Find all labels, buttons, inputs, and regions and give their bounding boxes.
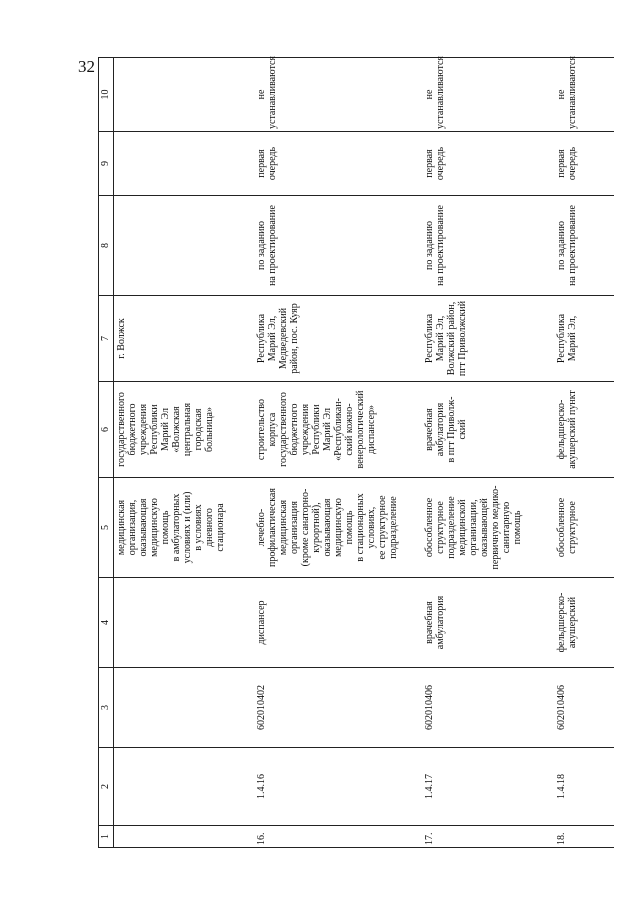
- cell-text-line: устанавливаются: [434, 56, 446, 129]
- cell-text-line: медицинской: [456, 499, 468, 556]
- table-cell: [422, 826, 554, 848]
- cell-text-line: больница»: [204, 407, 215, 452]
- cell-text-line: «Волжская: [171, 406, 182, 453]
- header-cell: 7: [99, 296, 114, 382]
- cell-text-line: обособленное: [555, 497, 567, 558]
- cell-text-line: дневного: [204, 508, 215, 547]
- cell-text-line: оказывающей: [478, 498, 490, 557]
- cell-text-line: учреждения: [138, 403, 149, 456]
- table-cell: [554, 578, 614, 668]
- table-cell: [254, 196, 422, 296]
- cell-text-line: Марий Эл: [321, 408, 333, 451]
- cell-text-line: корпуса: [266, 412, 278, 447]
- cell-text-line: курортной),: [310, 502, 322, 553]
- table-cell: [422, 668, 554, 748]
- page-number: 32: [78, 57, 95, 76]
- cell-text-line: лечебно-: [255, 508, 267, 547]
- table-cell: [554, 58, 614, 132]
- cell-text-line: Республики: [149, 404, 160, 455]
- table-row: [114, 58, 254, 848]
- header-cell: 6: [99, 382, 114, 478]
- cell-text-line: диспансер»: [365, 404, 377, 455]
- table-row: [554, 58, 614, 848]
- cell-text-line: Республика: [555, 313, 567, 364]
- cell-text-line: на проектирование: [434, 205, 446, 286]
- cell-text-line: (кроме санаторно-: [299, 488, 311, 567]
- cell-text-line: Республика: [423, 313, 435, 364]
- cell-text-line: амбулатория: [434, 595, 446, 650]
- cell-text-line: очередь: [566, 146, 578, 181]
- header-cell: 4: [99, 578, 114, 668]
- cell-text-line: г. Волжск: [116, 318, 127, 359]
- cell-text-line: 1.4.17: [423, 774, 435, 799]
- table-cell: [254, 382, 422, 478]
- rotated-table-container: [98, 58, 598, 848]
- cell-text-line: не: [423, 89, 435, 100]
- table-cell: [422, 478, 554, 578]
- table-cell: [554, 382, 614, 478]
- cell-text-line: 602010406: [423, 685, 435, 730]
- cell-text-line: подразделение: [445, 496, 457, 559]
- header-cell: 2: [99, 748, 114, 826]
- cell-text-line: государственного: [116, 392, 127, 467]
- table-cell: [114, 578, 254, 668]
- cell-text-line: в пгт Приволж-: [445, 396, 457, 463]
- cell-text-line: медицинская: [116, 499, 127, 556]
- table-cell: [114, 478, 254, 578]
- table-cell: [254, 748, 422, 826]
- cell-text-line: акушерский пункт: [566, 390, 578, 469]
- cell-text-line: медицинскую: [149, 498, 160, 557]
- cell-text-line: устанавливаются: [566, 56, 578, 129]
- table-cell: [254, 578, 422, 668]
- cell-text-line: Марий Эл,: [266, 315, 278, 362]
- cell-text-line: первая: [423, 149, 435, 178]
- cell-text-line: 16.: [255, 832, 267, 845]
- cell-text-line: 17.: [423, 832, 435, 845]
- cell-text-line: Марий Эл: [160, 408, 171, 451]
- cell-text-line: в условиях: [193, 504, 204, 551]
- table-cell: [422, 196, 554, 296]
- cell-text-line: первичную медико-: [489, 485, 501, 570]
- table-cell: [254, 132, 422, 196]
- table-cell: [254, 478, 422, 578]
- header-cell: 3: [99, 668, 114, 748]
- table-cell: [114, 748, 254, 826]
- cell-text-line: ский: [456, 419, 468, 440]
- cell-text-line: Волжский район,: [445, 301, 457, 376]
- cell-text-line: оказывающая: [138, 498, 149, 557]
- cell-text-line: Республики: [310, 404, 322, 455]
- table-cell: [422, 382, 554, 478]
- cell-text-line: медицинская: [277, 499, 289, 556]
- cell-text-line: венерологический: [354, 390, 366, 469]
- cell-text-line: на проектирование: [566, 205, 578, 286]
- header-cell: 10: [99, 58, 114, 132]
- cell-text-line: фельдшерско-: [555, 399, 567, 460]
- table-cell: [422, 578, 554, 668]
- cell-text-line: акушерский: [566, 596, 578, 649]
- cell-text-line: 602010402: [255, 685, 267, 730]
- cell-text-line: Республика: [255, 313, 267, 364]
- cell-text-line: подразделение: [387, 496, 399, 559]
- cell-text-line: условиях,: [365, 506, 377, 549]
- cell-text-line: структурное: [566, 501, 578, 554]
- cell-text-line: санитарную: [500, 501, 512, 554]
- table-cell: [422, 132, 554, 196]
- table-cell: [114, 196, 254, 296]
- cell-text-line: организация: [288, 501, 300, 554]
- cell-text-line: не: [255, 89, 267, 100]
- cell-text-line: по заданию: [423, 221, 435, 270]
- cell-text-line: диспансер: [255, 600, 267, 645]
- table-cell: [554, 196, 614, 296]
- cell-text-line: врачебная: [423, 601, 435, 644]
- table-row: [254, 58, 422, 848]
- table-cell: [114, 668, 254, 748]
- cell-text-line: 1.4.18: [555, 774, 567, 799]
- cell-text-line: ский кожно-: [343, 403, 355, 456]
- cell-text-line: структурное: [434, 501, 446, 554]
- header-cell: 1: [99, 826, 114, 848]
- table-cell: [554, 132, 614, 196]
- cell-text-line: строительство: [255, 398, 267, 461]
- cell-text-line: 18.: [555, 832, 567, 845]
- cell-text-line: первая: [255, 149, 267, 178]
- cell-text-line: медицинскую: [332, 498, 344, 557]
- table-cell: [114, 296, 254, 382]
- table-cell: [554, 296, 614, 382]
- cell-text-line: Марий Эл,: [434, 315, 446, 362]
- table-cell: [114, 58, 254, 132]
- cell-text-line: бюджетного: [288, 403, 300, 456]
- cell-text-line: устанавливаются: [266, 56, 278, 129]
- cell-text-line: 1.4.16: [255, 774, 267, 799]
- cell-text-line: обособленное: [423, 497, 435, 558]
- cell-text-line: амбулатория: [434, 402, 446, 457]
- table-cell: [254, 826, 422, 848]
- cell-text-line: бюджетного: [127, 403, 138, 456]
- cell-text-line: профилактическая: [266, 488, 278, 567]
- cell-text-line: не: [555, 89, 567, 100]
- cell-text-line: в амбулаторных: [171, 493, 182, 562]
- cell-text-line: по заданию: [255, 221, 267, 270]
- header-cell: 8: [99, 196, 114, 296]
- table-cell: [554, 668, 614, 748]
- cell-text-line: фельдшерско-: [555, 592, 567, 653]
- header-row: [99, 58, 114, 848]
- header-cell: 5: [99, 478, 114, 578]
- cell-text-line: условиях и (или): [182, 491, 193, 564]
- cell-text-line: на проектирование: [266, 205, 278, 286]
- cell-text-line: помощь: [160, 510, 171, 545]
- table-cell: [554, 748, 614, 826]
- cell-text-line: в стационарных: [354, 493, 366, 562]
- cell-text-line: первая: [555, 149, 567, 178]
- table-cell: [114, 826, 254, 848]
- cell-text-line: учреждения: [299, 403, 311, 456]
- table-cell: [254, 58, 422, 132]
- table-cell: [554, 826, 614, 848]
- table-cell: [114, 382, 254, 478]
- cell-text-line: очередь: [266, 146, 278, 181]
- cell-text-line: центральная: [182, 402, 193, 457]
- cell-text-line: пгт Приволжский: [456, 300, 468, 377]
- cell-text-line: государственного: [277, 392, 289, 467]
- table-cell: [422, 58, 554, 132]
- cell-text-line: Марий Эл,: [566, 315, 578, 362]
- table-cell: [254, 668, 422, 748]
- cell-text-line: Медведевский: [277, 307, 289, 370]
- cell-text-line: оказывающая: [321, 498, 333, 557]
- cell-text-line: ее структурное: [376, 495, 388, 560]
- table-row: [422, 58, 554, 848]
- table-cell: [254, 296, 422, 382]
- table-cell: [114, 132, 254, 196]
- table-cell: [422, 296, 554, 382]
- table-cell: [554, 478, 614, 578]
- cell-text-line: организация,: [127, 499, 138, 556]
- objects-table: [98, 57, 614, 848]
- cell-text-line: врачебная: [423, 408, 435, 451]
- cell-text-line: «Республикан-: [332, 398, 344, 461]
- cell-text-line: организации,: [467, 499, 479, 556]
- cell-text-line: городская: [193, 408, 204, 451]
- cell-text-line: 602010406: [555, 685, 567, 730]
- cell-text-line: помощь: [511, 510, 523, 545]
- table-cell: [422, 748, 554, 826]
- cell-text-line: помощь: [343, 510, 355, 545]
- cell-text-line: район, пос. Куяр: [288, 303, 300, 374]
- cell-text-line: стационара: [215, 503, 226, 552]
- header-cell: 9: [99, 132, 114, 196]
- cell-text-line: очередь: [434, 146, 446, 181]
- cell-text-line: по заданию: [555, 221, 567, 270]
